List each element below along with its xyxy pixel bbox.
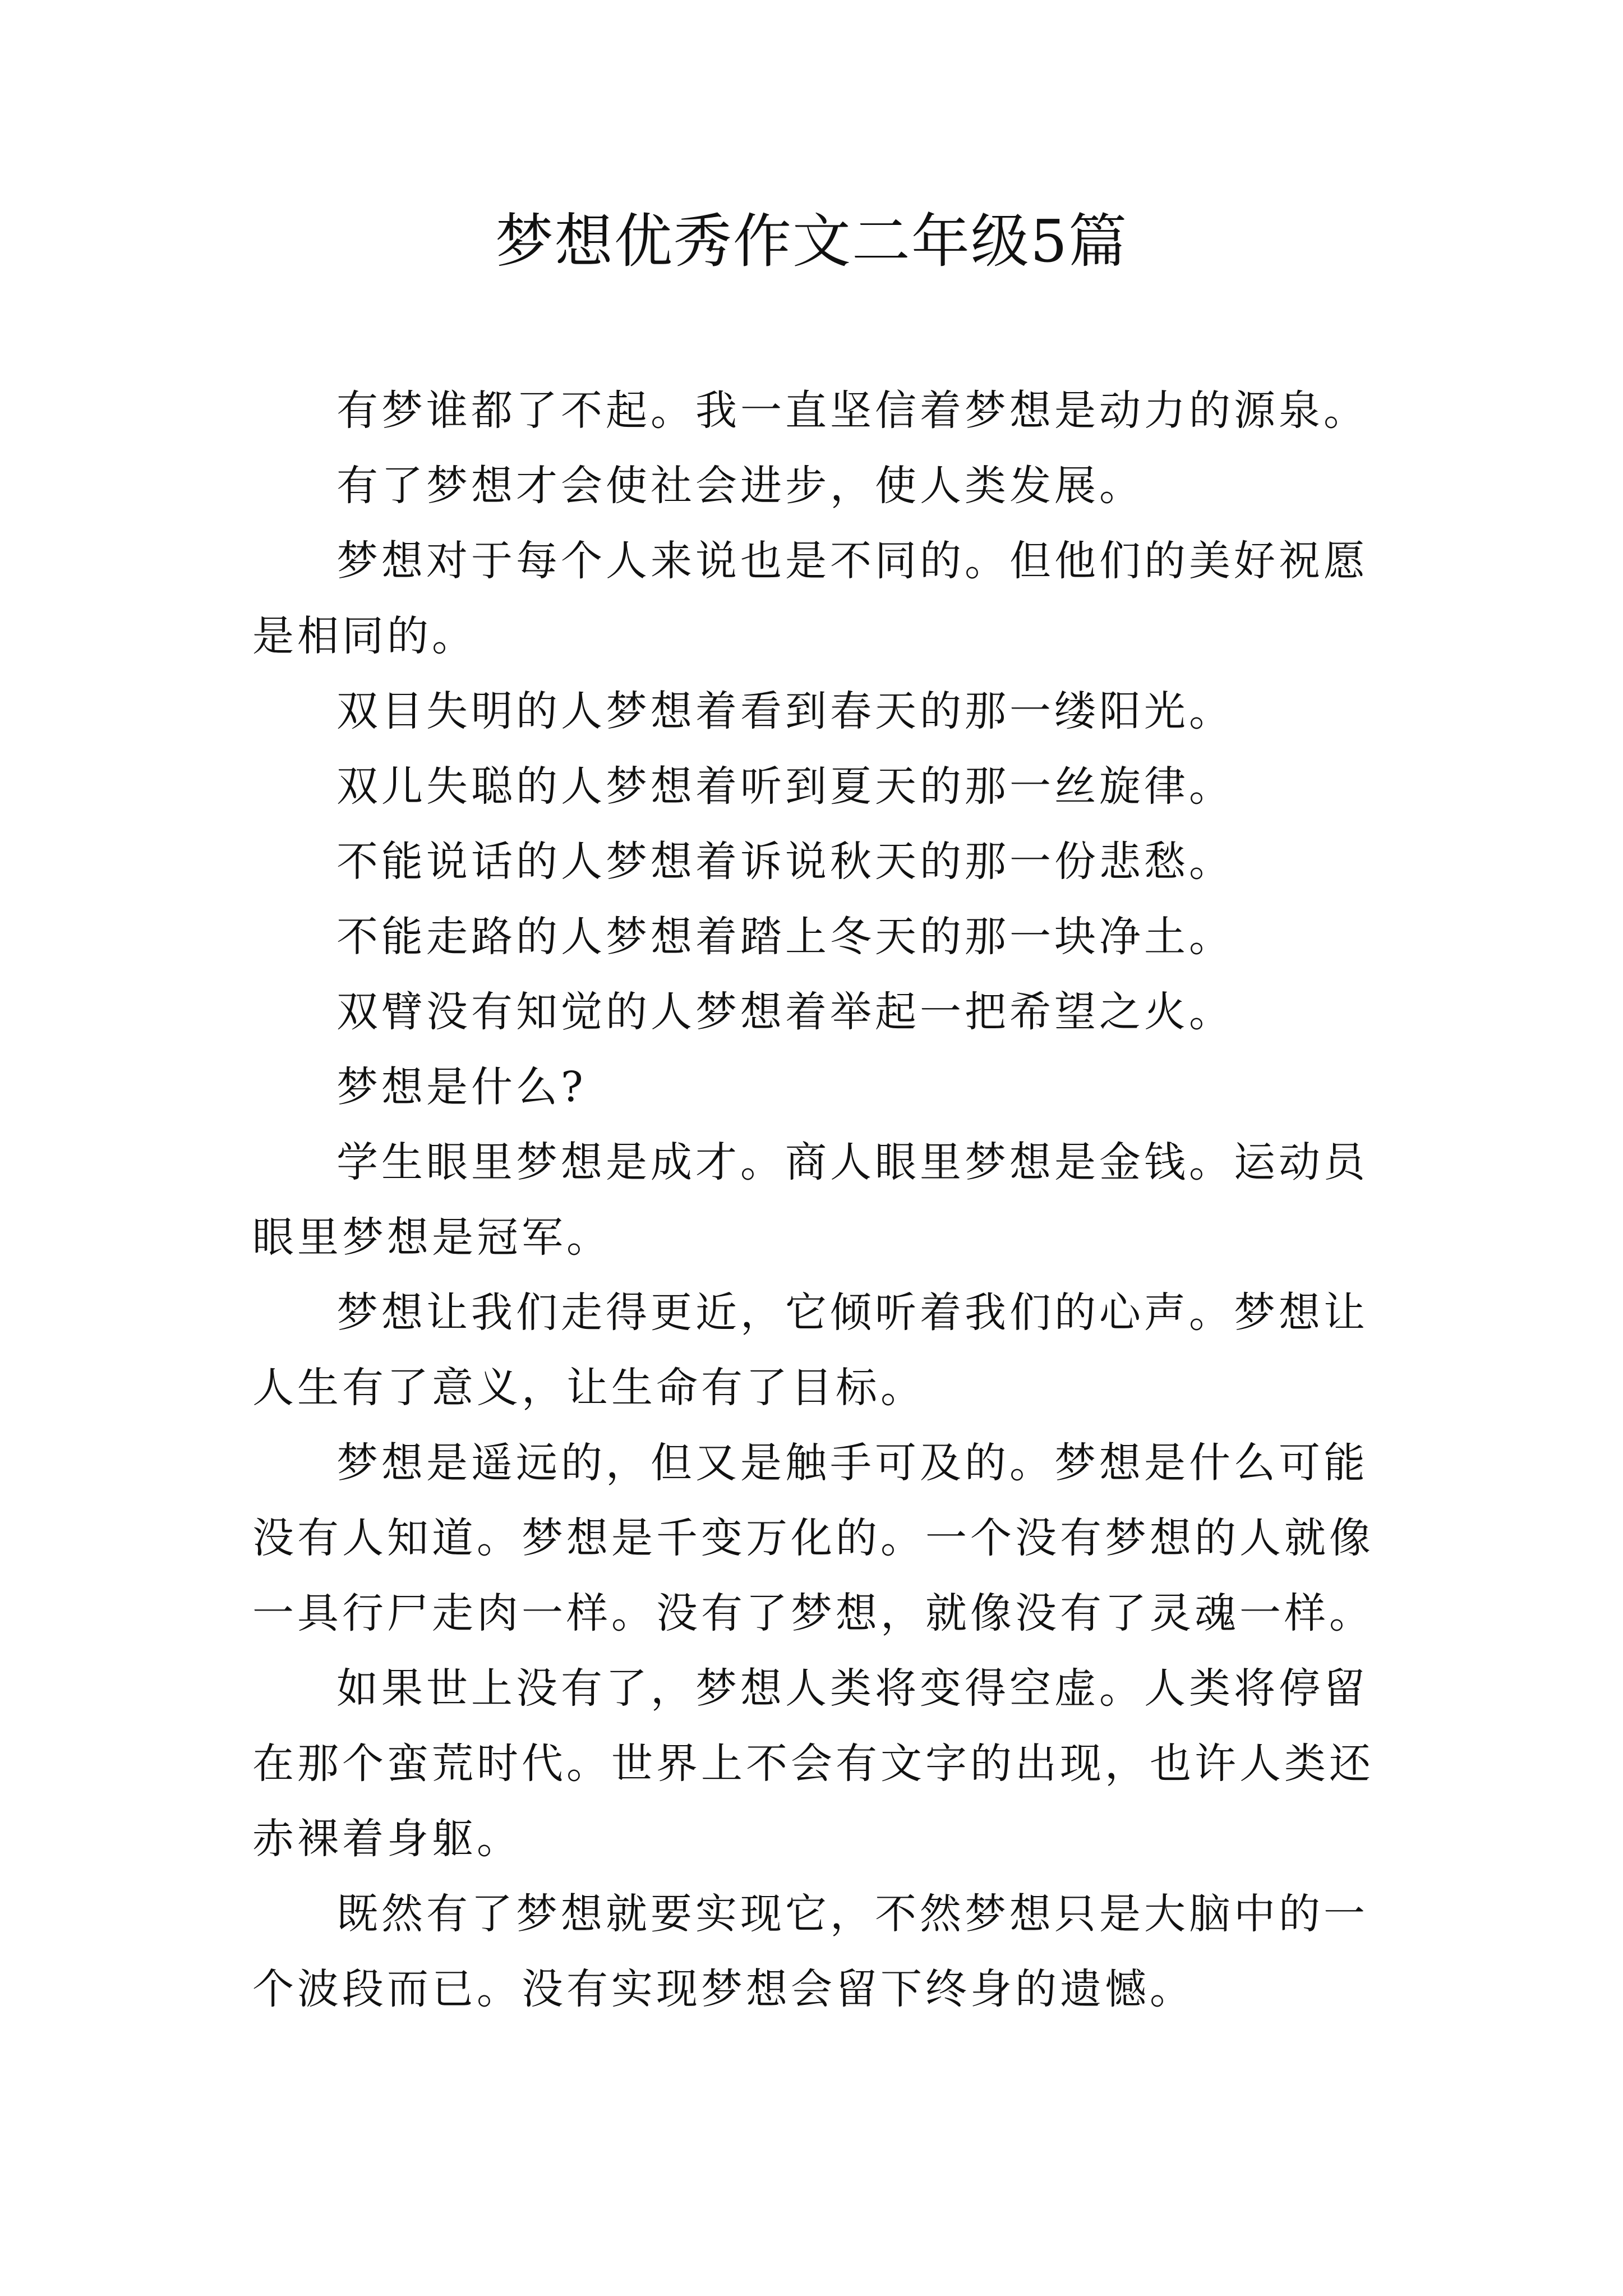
- paragraph: 不能说话的人梦想着诉说秋天的那一份悲愁。: [336, 838, 1234, 886]
- paragraph: 不能走路的人梦想着踏上冬天的那一块净土。: [336, 913, 1234, 961]
- paragraph: 梦想让我们走得更近，它倾听着我们的心声。梦想让人生有了意义，让生命有了目标。: [252, 1289, 1368, 1412]
- paragraph: 有梦谁都了不起。我一直坚信着梦想是动力的源泉。: [336, 386, 1368, 435]
- paragraph: 梦想是什么?: [336, 1063, 587, 1111]
- paragraph: 双目失明的人梦想着看到春天的那一缕阳光。: [336, 687, 1234, 735]
- document-title: 梦想优秀作文二年级5篇: [495, 207, 1128, 275]
- paragraph: 如果世上没有了，梦想人类将变得空虚。人类将停留在那个蛮荒时代。世界上不会有文字的出现，也许人类还赤裸着身躯。: [252, 1664, 1374, 1863]
- paragraph: 双臂没有知觉的人梦想着举起一把希望之火。: [336, 988, 1234, 1036]
- paragraph: 梦想是遥远的，但又是触手可及的。梦想是什么可能没有人知道。梦想是千变万化的。一个没有梦想的人就像一具行尸走肉一样。没有了梦想，就像没有了灵魂一样。: [252, 1439, 1374, 1637]
- paragraph: 双儿失聪的人梦想着听到夏天的那一丝旋律。: [336, 762, 1234, 811]
- paragraph: 既然有了梦想就要实现它，不然梦想只是大脑中的一个波段而已。没有实现梦想会留下终身的遗憾。: [252, 1890, 1368, 2013]
- paragraph: 有了梦想才会使社会进步，使人类发展。: [336, 462, 1144, 510]
- paragraph: 学生眼里梦想是成才。商人眼里梦想是金钱。运动员眼里梦想是冠军。: [252, 1138, 1368, 1262]
- document-body: [252, 373, 1391, 2027]
- paragraph: 梦想对于每个人来说也是不同的。但他们的美好祝愿是相同的。: [252, 537, 1368, 660]
